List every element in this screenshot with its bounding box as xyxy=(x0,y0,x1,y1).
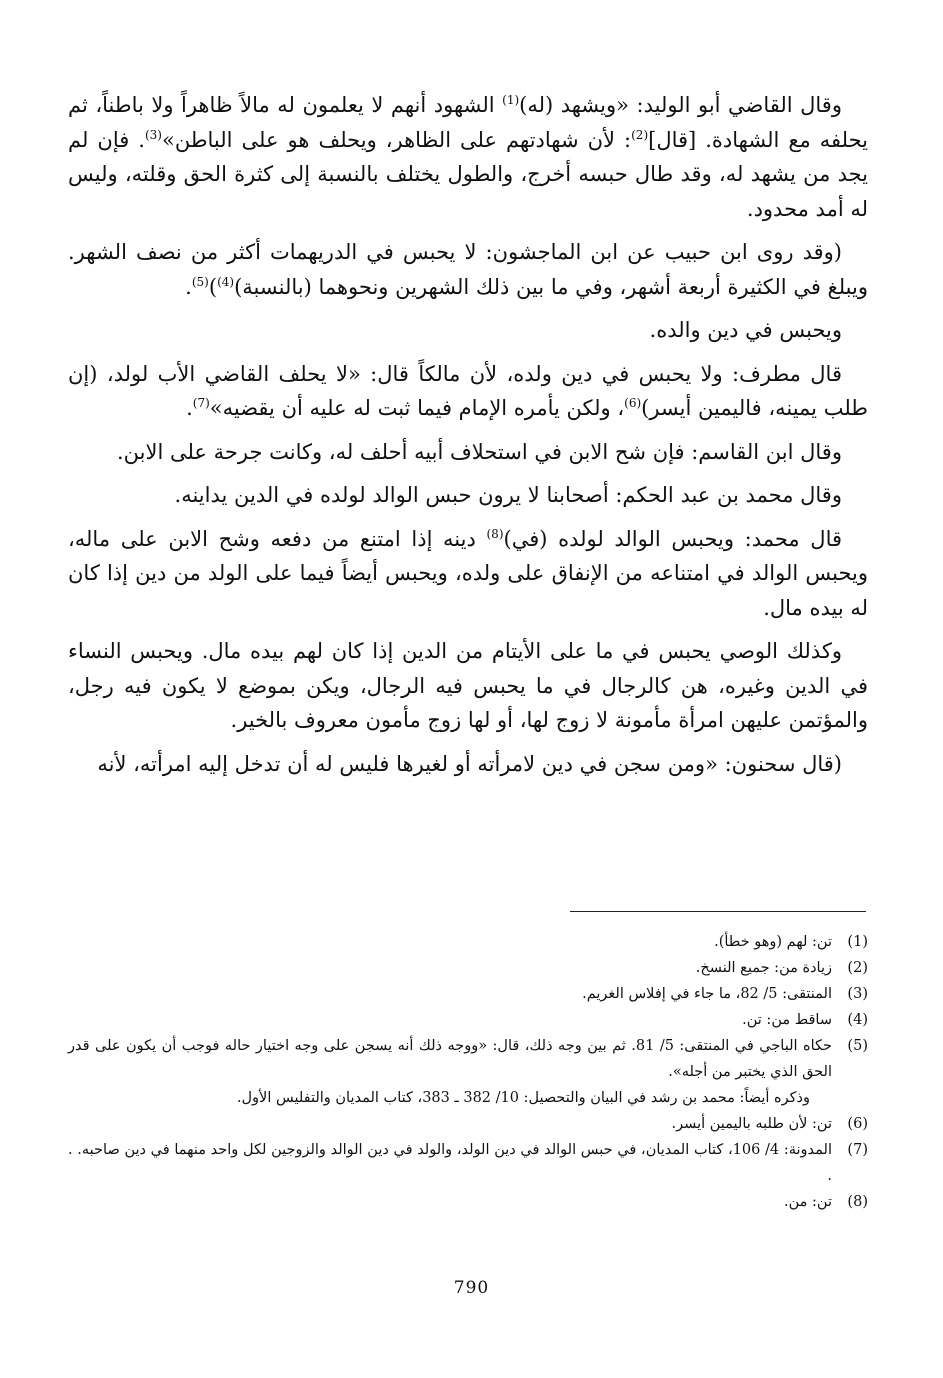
footnote-ref: (8) xyxy=(486,526,504,541)
paragraph xyxy=(68,634,868,738)
paragraph-text: ويحبس في دين والده. xyxy=(649,318,842,342)
footnote-ref: (7) xyxy=(192,396,210,410)
paragraph-text: : لأن شهادتهم على الظاهر، ويحلف هو على الباطن» xyxy=(161,127,632,152)
paragraph-text: (قال سحنون: «ومن سجن في دين لامرأته أو لغيرها فليس له أن تدخل إليه امرأته، لأنه xyxy=(97,751,842,776)
paragraph xyxy=(68,478,868,513)
footnote-number: (7) xyxy=(847,1142,868,1158)
footnote xyxy=(68,1007,868,1033)
footnote xyxy=(68,981,868,1007)
paragraph-text: ) xyxy=(208,274,218,299)
paragraph-text: . فإن لم يجد من يشهد له، وقد طال حبسه أخرج، والطول يختلف بالنسبة إلى كثرة الحق وقلته، وليس له أمد محدود. xyxy=(68,127,868,221)
footnote xyxy=(68,955,868,981)
paragraph-text: ، ولكن يأمره الإمام فيما ثبت له عليه أن يقضيه» xyxy=(209,396,625,420)
paragraph-text: قال مطرف: ولا يحبس في دين ولده، لأن مالكاً قال: «لا يحلف القاضي الأب لولد، (إن طلب يمينه، فاليمين أيسر) xyxy=(68,361,868,420)
footnote-text: ساقط من: تن. xyxy=(742,1012,832,1028)
main-text xyxy=(68,88,868,790)
paragraph-text: الشهود أنهم لا يعلمون له مالاً ظاهراً ولا باطناً، ثم يحلفه مع الشهادة. [قال] xyxy=(68,93,869,152)
footnote-ref: (1) xyxy=(502,93,520,107)
footnote-text: زيادة من: جميع النسخ. xyxy=(695,960,832,976)
paragraph xyxy=(68,313,868,348)
paragraph xyxy=(68,357,868,426)
footnote xyxy=(68,1189,868,1215)
paragraph-text: . xyxy=(186,396,193,420)
paragraph xyxy=(68,435,868,470)
footnote xyxy=(68,1137,868,1189)
paragraph xyxy=(68,235,868,304)
paragraph-text: وقال القاضي أبو الوليد: «ويشهد (له) xyxy=(519,93,842,117)
paragraph-text: (وقد روى ابن حبيب عن ابن الماجشون: لا يحبس في الدريهمات أكثر من نصف الشهر. ويبلغ في الكثيرة أربعة أشهر، وفي ما بين ذلك الشهرين ونحوهما (بالنسبة) xyxy=(68,240,868,299)
footnote-text: حكاه الباجي في المنتقى: 5/ 81. ثم بين وجه ذلك، قال: «ووجه ذلك أنه يسجن على وجه اختيار حاله فوجب أن يكون على قدر الحق الذي يختبر من أجله». xyxy=(68,1038,832,1080)
footnote-text: تن: لأن طلبه باليمين أيسر. xyxy=(671,1116,832,1132)
footnote-number: (3) xyxy=(847,986,868,1002)
paragraph-text: . xyxy=(185,274,192,299)
footnote-text: تن: من. xyxy=(784,1194,832,1210)
paragraph xyxy=(68,88,868,226)
footnote-number: (1) xyxy=(847,934,868,950)
footnote-ref: (4) xyxy=(217,274,235,289)
footnote-ref: (5) xyxy=(191,274,209,289)
footnote-number: (8) xyxy=(847,1194,868,1210)
paragraph xyxy=(68,522,868,626)
footnote-text: وذكره أيضاً: محمد بن رشد في البيان والتحصيل: 10/ 382 ـ 383، كتاب المديان والتفليس الأول. xyxy=(236,1090,810,1106)
footnote-number: (2) xyxy=(847,960,868,976)
page-number: 790 xyxy=(453,1278,490,1298)
footnote xyxy=(68,929,868,955)
footnote-ref: (2) xyxy=(631,127,649,142)
footnote-text: المنتقى: 5/ 82، ما جاء في إفلاس الغريم. xyxy=(582,986,832,1002)
footnotes xyxy=(68,929,868,1215)
paragraph-text: وقال محمد بن عبد الحكم: أصحابنا لا يرون حبس الوالد لولده في الدين يداينه. xyxy=(174,483,842,507)
footnote-text: المدونة: 4/ 106، كتاب المديان، في حبس الوالد في دين الولد، والولد في دين الوالد والزوجين لكل واحد منهما في دين صاحبه. . . xyxy=(68,1142,832,1184)
footnote-ref: (6) xyxy=(624,396,642,410)
footnote-number: (4) xyxy=(847,1012,868,1028)
footnote xyxy=(68,1085,868,1111)
footnote-number xyxy=(832,1085,868,1111)
footnote-text: تن: لهم (وهو خطأ). xyxy=(714,934,832,950)
footnote-separator xyxy=(570,911,866,912)
paragraph-text: دينه إذا امتنع من دفعه وشح الابن على ماله، ويحبس الوالد في امتناعه من الإنفاق على ولده، ويحبس أيضاً فيما على الولد من دين إذا كان له بيده مال. xyxy=(68,526,868,620)
footnote xyxy=(68,1033,868,1085)
paragraph-text: وقال ابن القاسم: فإن شح الابن في استحلاف أبيه أحلف له، وكانت جرحة على الابن. xyxy=(116,439,842,464)
paragraph-text: وكذلك الوصي يحبس في ما على الأيتام من الدين إذا كان لهم بيده مال. ويحبس النساء في الدين وغيره، هن كالرجال في ما يحبس فيه الرجال، ويكن بموضع لا يكون فيه رجل، والمؤتمن عليهن امرأة مأمونة لا زوج لها، أو لها زوج مأمون معروف بالخير. xyxy=(68,639,868,732)
footnote-number: (5) xyxy=(847,1038,868,1054)
paragraph xyxy=(68,747,868,782)
footnote-ref: (3) xyxy=(144,127,162,142)
paragraph-text: قال محمد: ويحبس الوالد لولده (في) xyxy=(503,526,843,551)
footnote-number: (6) xyxy=(847,1116,868,1132)
footnote xyxy=(68,1111,868,1137)
